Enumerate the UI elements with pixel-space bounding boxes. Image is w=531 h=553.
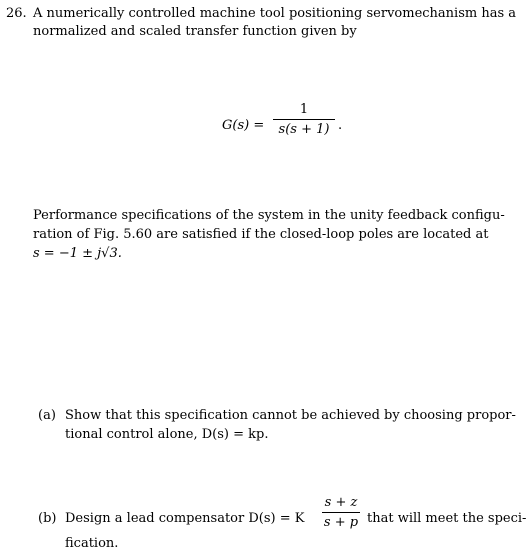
- part-b-pre: Design a lead compensator D(s) = K: [65, 511, 305, 526]
- tf-fraction-bar: [273, 119, 335, 120]
- part-a-line-1: Show that this specification cannot be achieved by choosing propor-: [65, 408, 516, 423]
- part-b-line-2: fication.: [65, 536, 119, 551]
- lead-fraction-bar: [322, 512, 360, 513]
- part-b-label: (b): [38, 511, 57, 526]
- part-b-post: that will meet the speci-: [367, 511, 527, 526]
- lead-compensator-fraction: [322, 495, 360, 530]
- lead-numerator: s + z: [324, 495, 358, 510]
- tf-numerator: 1: [299, 102, 309, 117]
- transfer-function-fraction: [273, 102, 335, 137]
- transfer-function-lhs: G(s) =: [222, 118, 265, 133]
- tf-denominator: s(s + 1): [278, 122, 330, 137]
- perf-line-3: s = −1 ± j√3.: [33, 246, 122, 261]
- intro-line-2: normalized and scaled transfer function given by: [33, 24, 357, 39]
- lead-denominator: s + p: [323, 515, 359, 530]
- perf-line-1: Performance specifications of the system in the unity feedback configu-: [33, 208, 505, 223]
- tf-period: .: [338, 118, 343, 133]
- perf-line-2: ration of Fig. 5.60 are satisfied if the closed-loop poles are located at: [33, 227, 489, 242]
- part-a-label: (a): [38, 408, 56, 423]
- part-a-line-2: tional control alone, D(s) = kp.: [65, 427, 269, 442]
- intro-line-1: A numerically controlled machine tool positioning servomechanism has a: [33, 6, 516, 21]
- problem-number: 26.: [6, 6, 27, 21]
